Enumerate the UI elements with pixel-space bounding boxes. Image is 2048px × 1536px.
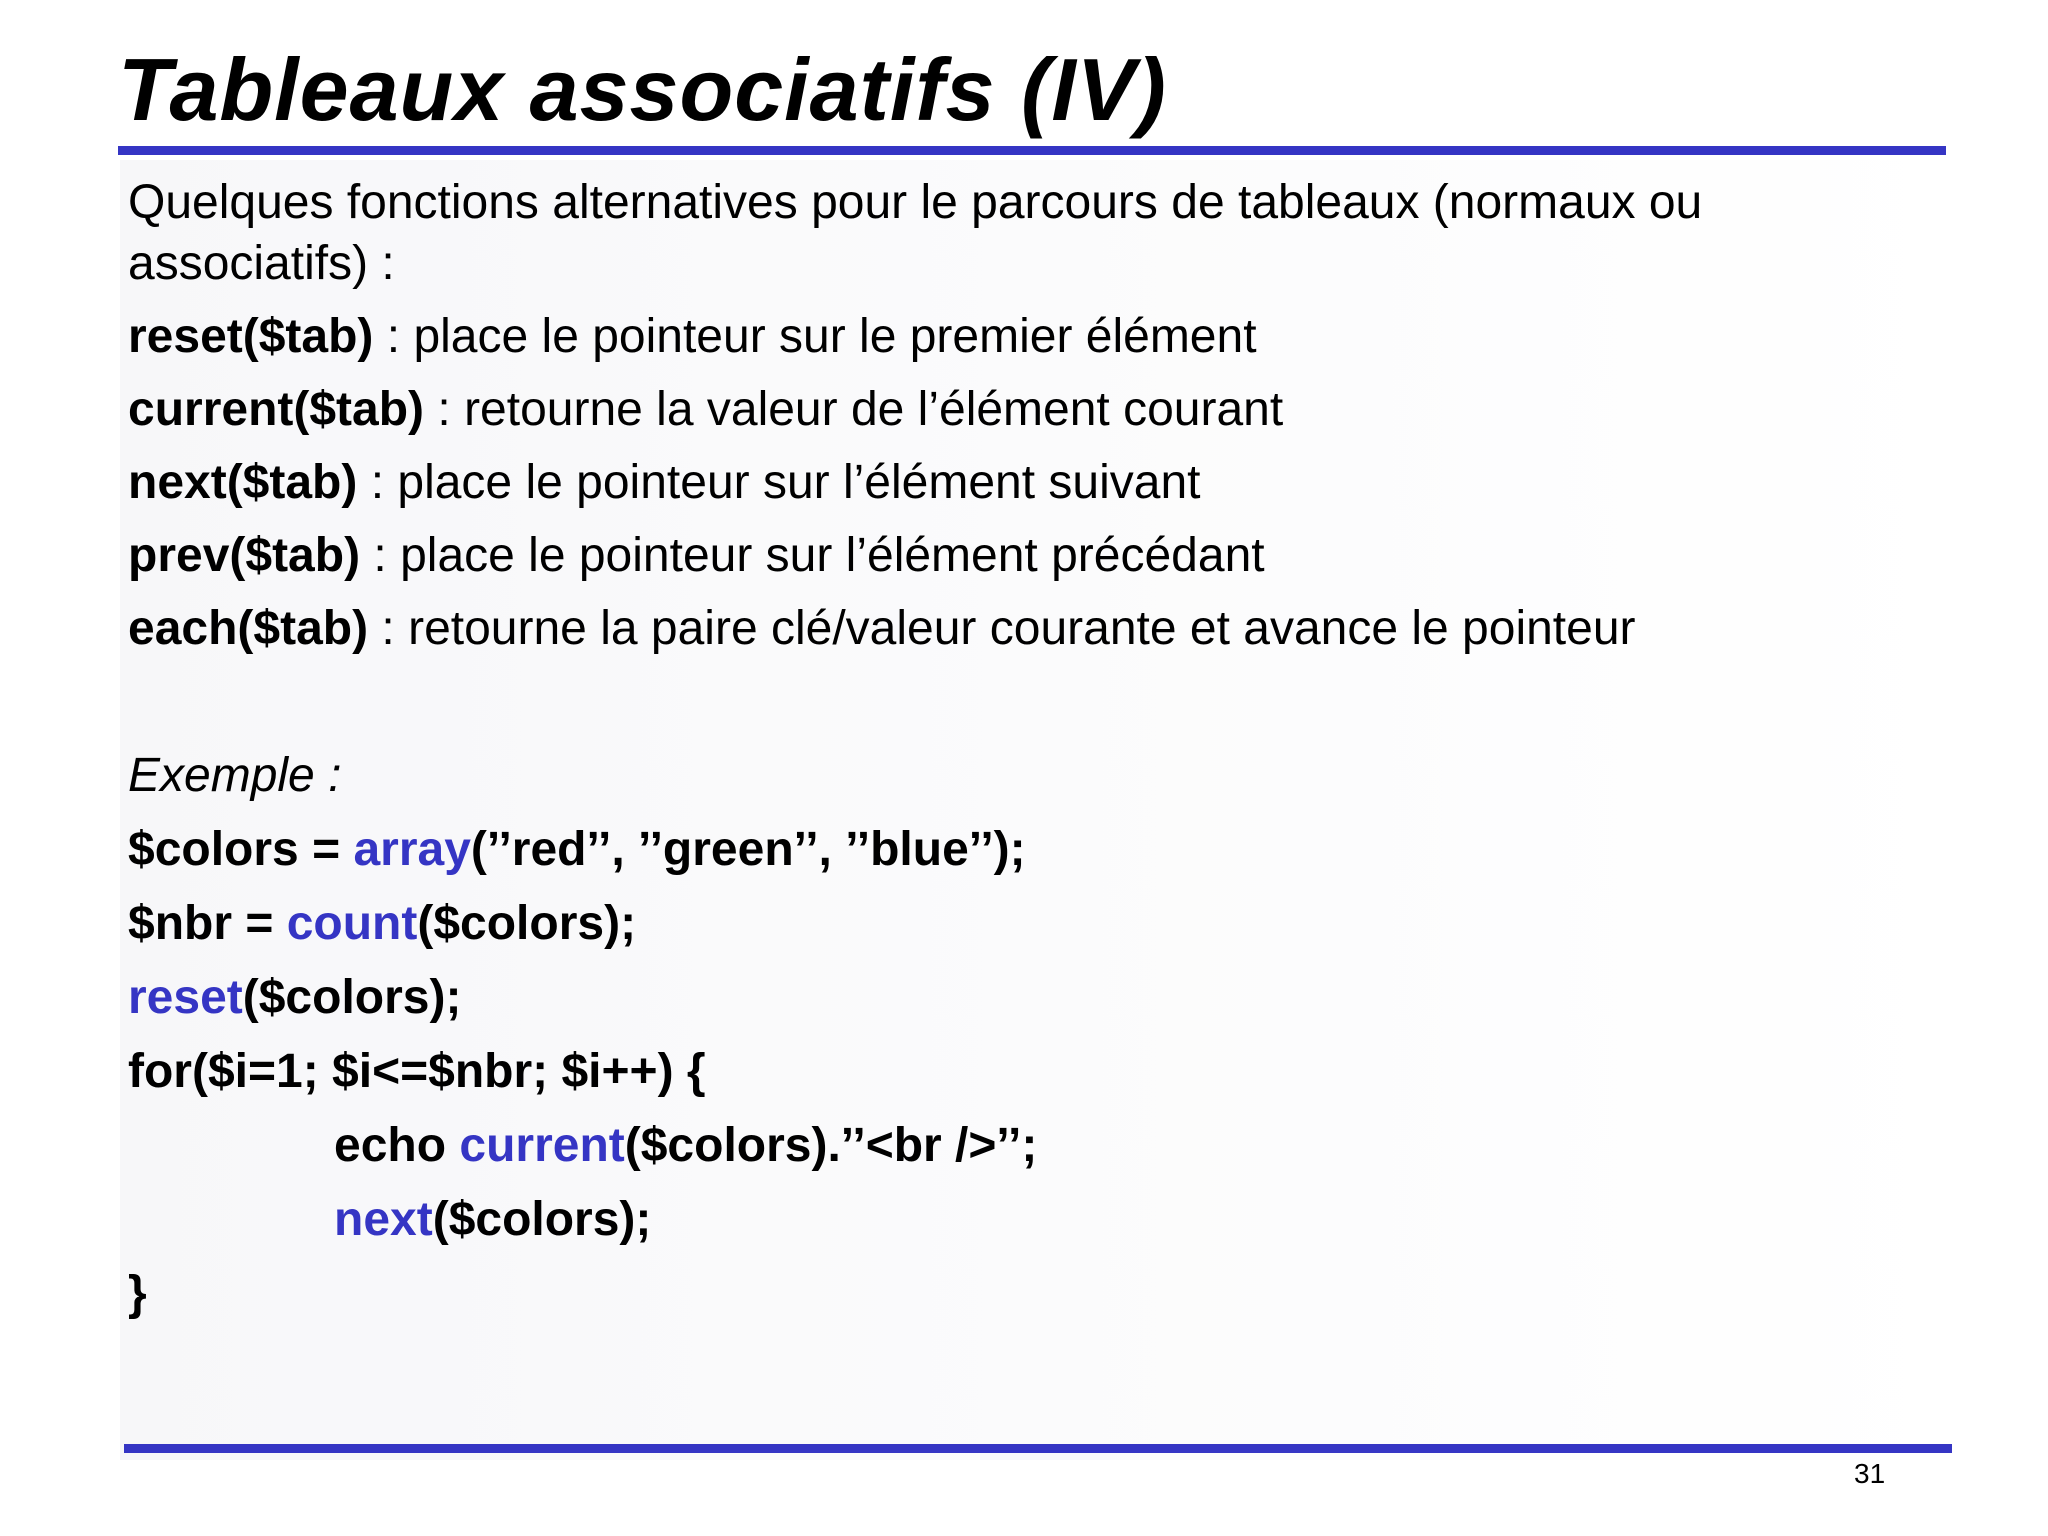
function-description: place le pointeur sur l’élément précédant bbox=[400, 529, 1265, 582]
page-number: 31 bbox=[1854, 1458, 1886, 1489]
intro-text: Quelques fonctions alternatives pour le parcours de tableaux (normaux ou associatifs) : bbox=[128, 176, 1703, 290]
code-line-6 bbox=[128, 1189, 1928, 1250]
code-keyword-current: current bbox=[459, 1119, 625, 1172]
function-description: retourne la valeur de l’élément courant bbox=[464, 383, 1284, 436]
function-item-current bbox=[128, 379, 1928, 440]
code-text: $colors = bbox=[128, 823, 354, 876]
code-text: (’’red’’, ’’green’’, ’’blue’’); bbox=[470, 823, 1026, 876]
code-keyword-count: count bbox=[286, 897, 418, 950]
example-label: Exemple : bbox=[128, 749, 342, 802]
function-separator: : bbox=[360, 529, 401, 582]
function-name: each($tab) bbox=[128, 602, 369, 655]
function-description: retourne la paire clé/valeur courante et avance le pointeur bbox=[408, 602, 1636, 655]
code-line-3 bbox=[128, 967, 1928, 1028]
code-text: ($colors); bbox=[432, 1193, 652, 1246]
slide-title: Tableaux associatifs (IV) bbox=[118, 40, 1167, 139]
function-separator: : bbox=[357, 456, 398, 509]
function-item-prev bbox=[128, 525, 1928, 586]
slide-body bbox=[128, 172, 1928, 1324]
footer-rule bbox=[124, 1444, 1952, 1453]
function-item-each bbox=[128, 598, 1928, 659]
function-name: next($tab) bbox=[128, 456, 358, 509]
code-line-4: for($i=1; $i<=$nbr; $i++) { bbox=[128, 1045, 706, 1098]
function-description: place le pointeur sur le premier élément bbox=[413, 310, 1257, 363]
code-text: ($colors); bbox=[242, 971, 462, 1024]
code-text: ($colors).’’<br />’’; bbox=[624, 1119, 1038, 1172]
code-text: echo bbox=[334, 1119, 460, 1172]
code-line-1 bbox=[128, 819, 1928, 880]
code-text: $nbr = bbox=[128, 897, 287, 950]
function-name: prev($tab) bbox=[128, 529, 361, 582]
function-separator: : bbox=[424, 383, 465, 436]
code-text: ($colors); bbox=[417, 897, 637, 950]
code-keyword-next: next bbox=[334, 1193, 433, 1246]
code-keyword-array: array bbox=[353, 823, 471, 876]
spacer bbox=[128, 659, 1928, 745]
code-line-5 bbox=[128, 1115, 1928, 1176]
function-name: current($tab) bbox=[128, 383, 425, 436]
function-item-next bbox=[128, 452, 1928, 513]
function-item-reset bbox=[128, 306, 1928, 367]
function-name: reset($tab) bbox=[128, 310, 374, 363]
function-separator: : bbox=[368, 602, 409, 655]
code-line-7: } bbox=[128, 1267, 147, 1320]
code-line-2 bbox=[128, 893, 1928, 954]
function-description: place le pointeur sur l’élément suivant bbox=[397, 456, 1201, 509]
function-separator: : bbox=[373, 310, 414, 363]
title-underline bbox=[118, 146, 1946, 155]
code-keyword-reset: reset bbox=[128, 971, 243, 1024]
